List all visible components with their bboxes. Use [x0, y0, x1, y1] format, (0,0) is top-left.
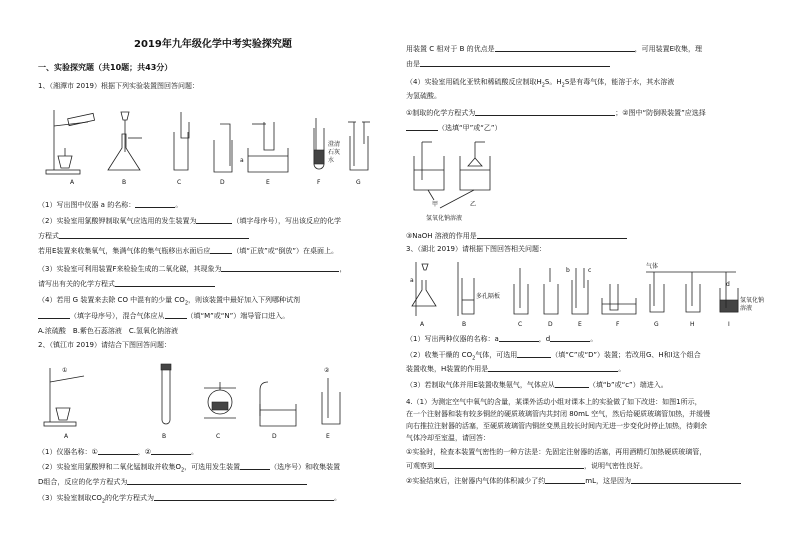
- svg-text:B: B: [462, 321, 467, 328]
- answer-blank[interactable]: [59, 231, 249, 239]
- answer-blank[interactable]: [499, 334, 539, 342]
- answer-blank[interactable]: [495, 44, 635, 52]
- r-advantage-line: 用装置 C 相对于 B 的优点是 ，可用装置E收集，理: [406, 45, 703, 53]
- q1-apparatus-figure: [44, 104, 374, 188]
- svg-text:G: G: [654, 321, 659, 328]
- answer-blank[interactable]: [488, 364, 618, 372]
- svg-text:D: D: [272, 433, 277, 440]
- q4-line1: 4.（1）为测定空气中氧气的含量，某课外活动小组对课本上的实验做了如下改进：如图1所示，: [406, 398, 702, 406]
- q1-part2-line1: （2）实验室用氯酸钾制取氧气应选用的发生装置为 （填字母序号），写出该反应的化学: [38, 217, 341, 225]
- answer-blank[interactable]: [154, 493, 334, 501]
- svg-text:D: D: [220, 179, 225, 186]
- svg-text:H: H: [690, 321, 695, 328]
- svg-text:多孔隔板: 多孔隔板: [476, 293, 501, 300]
- svg-text:A: A: [70, 179, 75, 186]
- svg-text:c: c: [588, 267, 592, 274]
- q3-stem: 3、（湖北 2019）请根据下图回答相关问题：: [406, 245, 546, 253]
- q4-line4: 气体冷却至室温，请回答：: [406, 434, 490, 442]
- r-q4-part3: ③NaOH 溶液的作用是: [406, 231, 627, 241]
- svg-text:①: ①: [62, 367, 68, 374]
- q4-part2: ②实验结束后，注射器内气体的体积减少了约 mL，这是因为: [406, 476, 741, 486]
- svg-text:B: B: [122, 179, 127, 186]
- q3-part2-line1: （2）收集干燥的 $CO_2$气体，可选用 （填“C”或“D”）装置；若改用G、H和I这个组合: [406, 351, 701, 362]
- svg-text:溶液: 溶液: [740, 305, 753, 312]
- q4-line2: 在一个注射器和装有较多铜丝的硬质玻璃管内共封闭 80mL 空气，然后给硬质玻璃管加热，并缓慢: [406, 410, 711, 418]
- svg-text:D: D: [548, 321, 553, 328]
- svg-text:澄清: 澄清: [328, 141, 341, 148]
- r-reason-line: 由是: [406, 59, 610, 69]
- answer-blank[interactable]: [221, 264, 339, 272]
- answer-blank[interactable]: [517, 350, 551, 358]
- answer-blank[interactable]: [420, 59, 610, 67]
- svg-text:C: C: [177, 179, 182, 186]
- answer-blank[interactable]: [477, 231, 627, 239]
- q1-part3-line2: 请写出有关的化学方程式: [38, 279, 215, 289]
- q4-part1-line1: ①实验时，检查本装置气密性的一种方法是：先固定注射器的活塞，再用酒精灯加热硬质玻璃管，: [406, 448, 707, 456]
- svg-text:②: ②: [324, 367, 330, 374]
- svg-text:水: 水: [328, 157, 335, 164]
- svg-text:氢氧化钠: 氢氧化钠: [740, 297, 765, 304]
- anti-suckback-figure: [410, 136, 520, 224]
- svg-text:b: b: [566, 267, 570, 274]
- q2-apparatus-figure: [44, 358, 354, 440]
- answer-blank[interactable]: [631, 476, 741, 484]
- svg-text:A: A: [420, 321, 425, 328]
- answer-blank[interactable]: [98, 447, 138, 455]
- fig-caption: 氢氧化钠溶液: [426, 215, 463, 222]
- answer-blank[interactable]: [406, 123, 438, 131]
- fig-label-jia: 甲: [432, 201, 439, 208]
- svg-text:I: I: [728, 321, 730, 328]
- svg-text:a: a: [410, 277, 414, 284]
- answer-blank[interactable]: [210, 246, 232, 254]
- answer-blank[interactable]: [151, 447, 191, 455]
- q2-part2-line2: D组合，反应的化学方程式为: [38, 477, 307, 487]
- r-q4-part2: （选填“甲”或“乙”）: [406, 123, 502, 133]
- r-q4-part1: ①制取的化学方程式为 ；②图中“防倒吸装置”应选择: [406, 109, 706, 117]
- svg-text:石灰: 石灰: [328, 149, 341, 156]
- answer-blank[interactable]: [135, 200, 175, 208]
- q4-line3: 向右推拉注射器的活塞，至硬质玻璃管内铜丝变黑且较长时间内无进一步变化时停止加热，待剩余: [406, 422, 707, 430]
- q2-stem: 2、（镇江市 2019）请结合下图回答问题：: [38, 341, 171, 349]
- answer-blank[interactable]: [127, 477, 307, 485]
- section-heading: 一、实验探究题（共10题；共43分）: [38, 63, 173, 72]
- svg-text:C: C: [518, 321, 523, 328]
- q1-part2-line2: 方程式: [38, 231, 249, 241]
- answer-blank[interactable]: [165, 311, 187, 319]
- answer-blank[interactable]: [240, 462, 270, 470]
- r-q4-line1: （4）实验室用硫化亚铁和稀硫酸反应制取$H_2S$。$H_2S$是有毒气体，能溶于水，其水溶液: [406, 78, 675, 89]
- answer-blank[interactable]: [475, 108, 615, 116]
- q3-part1: （1）写出两种仪器的名称：a ，d 。: [406, 335, 598, 343]
- svg-text:B: B: [162, 433, 167, 440]
- q2-part3: （3）实验室制取$CO_2$的化学方程式为 。: [38, 494, 342, 505]
- svg-text:A: A: [64, 433, 69, 440]
- svg-text:d: d: [726, 281, 730, 288]
- q4-part1-line2: 可观察到 ，说明气密性良好。: [406, 462, 647, 470]
- q2-part2-line1: （2）实验室用氯酸钾和二氧化锰制取并收集$O_2$，可选用发生装置 （选序号）和收集装置: [38, 463, 341, 474]
- answer-blank[interactable]: [196, 216, 232, 224]
- answer-blank[interactable]: [550, 334, 590, 342]
- svg-text:气体: 气体: [646, 263, 659, 270]
- answer-blank[interactable]: [555, 380, 589, 388]
- svg-text:E: E: [578, 321, 582, 328]
- answer-blank[interactable]: [434, 461, 584, 469]
- answer-blank[interactable]: [38, 311, 70, 319]
- r-q4-line2: 为氢硫酸。: [406, 92, 441, 100]
- q1-part2-line3: 若用E装置来收集氧气，集满气体的集气瓶移出水面后应 （填“正放”或“倒放”）在桌面上。: [38, 247, 338, 255]
- answer-blank[interactable]: [545, 476, 585, 484]
- svg-text:a: a: [240, 157, 244, 164]
- q1-stem: 1、（湘潭市 2019）根据下列实验装置图回答问题：: [38, 82, 199, 90]
- q3-part3: （3）若制取气体并用E装置收集氨气，气体应从 （填“b”或“c”）端进入。: [406, 381, 668, 389]
- q1-part4-line2: （填字母序号），混合气体应从 （填“M”或“N”）端导管口进入。: [38, 311, 289, 321]
- page-title: 2019年九年级化学中考实验探究题: [134, 39, 292, 50]
- q2-part1: （1）仪器名称：① ，② 。: [38, 448, 199, 456]
- answer-blank[interactable]: [115, 279, 215, 287]
- svg-text:F: F: [317, 179, 321, 186]
- fig-label-yi: 乙: [470, 201, 477, 208]
- q3-part2-line2: 装置收集，H装置的作用是 。: [406, 365, 626, 373]
- q3-apparatus-figure: [410, 258, 765, 330]
- svg-text:C: C: [216, 433, 221, 440]
- q1-part1: （1）写出图中仪器 a 的名称： 。: [38, 201, 183, 209]
- svg-text:E: E: [266, 179, 270, 186]
- q1-part3-line1: （3）实验室可利用装置F来检验生成的二氧化碳，其现象为 ，: [38, 265, 347, 273]
- svg-text:E: E: [326, 433, 330, 440]
- q1-part4-line1: （4）若用 G 装置来去除 CO 中混有的少量 $CO_2$，则该装置中最好加入下列哪种试剂: [38, 296, 300, 307]
- svg-text:F: F: [616, 321, 620, 328]
- svg-text:G: G: [356, 179, 361, 186]
- q1-options: A.浓硫酸 B.紫色石蕊溶液 C.氢氧化钠溶液: [38, 327, 179, 335]
